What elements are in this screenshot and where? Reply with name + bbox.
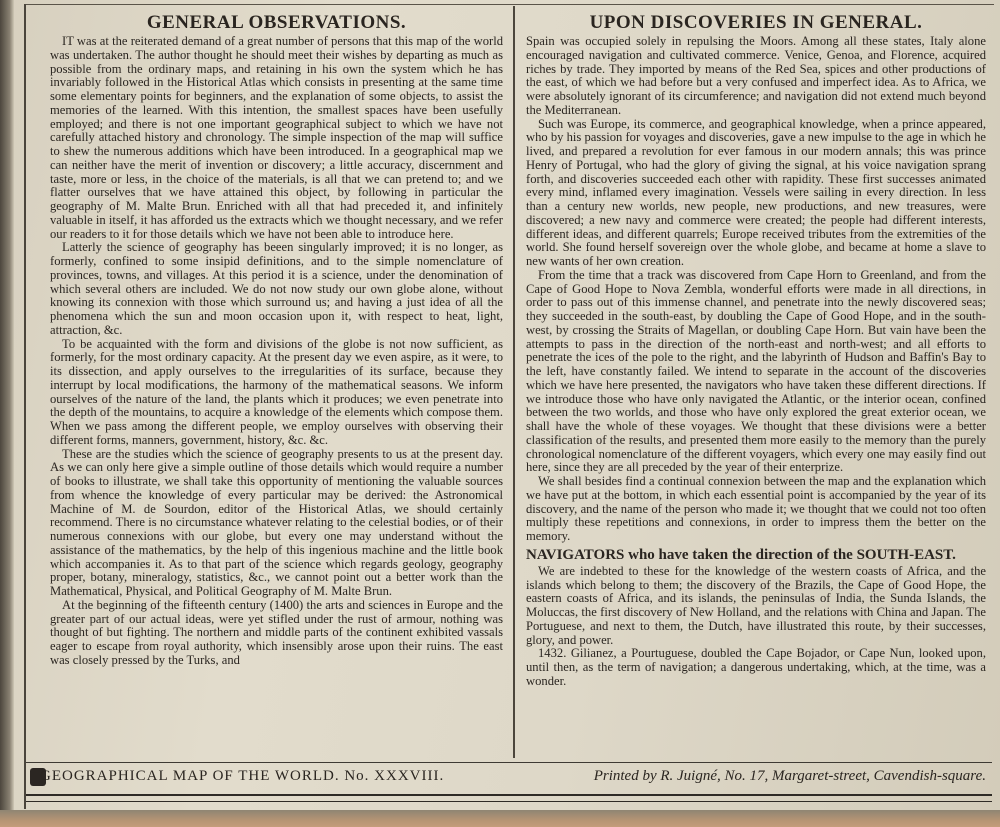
paragraph: Such was Europe, its commerce, and geographical knowledge, when a prince appeared, who by his passion for voyages and discoveries, gave a new impulse to the age in which he lived, and prepared a revolution for ever famous in our modern annals; this was prince Henry of Portugal, who had the glory of giving the signal, at his voice navigation sprang forth, and discoveries succeeded each other with rapidity. These first successes animated every mind, inflamed every imagination. Vessels were sailing in every direction. In less than a century new worlds, new people, new productions, and new treasures, were discovered; a new navy and commerce were created; the people had different interests, different ideas, and different quarrels; Europe received tributes from the extremities of the world. She found herself sovereign over the whole globe, and became at home a slave to new wants of her own creation.	[526, 116, 986, 268]
paragraph: 1432. Gilianez, a Pourtuguese, doubled the Cape Bojador, or Cape Nun, looked upon, until then, as the term of navigation; a dangerous undertaking, which, at the time, was a wonder.	[526, 646, 986, 688]
top-rule	[24, 4, 994, 5]
footer-double-rule	[26, 794, 992, 802]
paragraph: Latterly the science of geography has beeen singularly improved; it is no longer, as formerly, confined to some insipid definitions, and to the simple nomenclature of provinces, towns, and villages. At this period it is a science, under the denomination of which several others are included. We do not now study our own globe alone, without knowing its connexion with those which surround us; and having a just idea of all the phenomena which the sun and moon occasion upon it, with respect to heat, light, attraction, &c.	[50, 240, 503, 337]
printer-imprint: Printed by R. Juigné, No. 17, Margaret-street, Cavendish-square.	[593, 767, 986, 784]
page-bottom-edge	[0, 810, 1000, 827]
column-divider	[513, 6, 515, 758]
paragraph: IT was at the reiterated demand of a great number of persons that this map of the world was undertaken. The author thought he should meet their wishes by departing as much as possible from the ordinary maps, and retaining in his own the system which he has invariably followed in the Historical Atlas which consists in presenting at the same time some elementary points for beginners, and the explanation of some objects, to assist the memories of the learned. With this intention, the smallest spaces have been usefully employed; and there is not one important geographical subject to which we have not carefully attached history and chronology. The simple inspection of the map will suffice to shew the numerous additions which have been introduced. In a geographical map we can neither have the merit of invention or discovery; a little accuracy, discernment and taste, more or less, in the choice of the materials, is all that we can pretend to; and we flatter ourselves that we have attained this object, by following in particular the geography of M. Malte Brun. Enriched with all that had preceded it, and infinitely valuable in itself, it has afforded us the extracts which we thought necessary, and we refer our readers to it for those details which we have not been able to introduce here.	[50, 34, 503, 241]
left-rule	[24, 4, 26, 809]
paragraph: We shall besides find a continual connexion between the map and the explanation which we have put at the bottom, in which each essential point is accompanied by the year of its discovery, and the name of the person who made it; we thought that we could not too often multiply these repetitions and connexions, in order to impress them the better on the memory.	[526, 474, 986, 543]
paragraph: These are the studies which the science of geography presents to us at the present day. As we can only here give a simple outline of those details which would require a number of books to illustrate, we shall take this opportunity of mentioning the valuable sources from whence the knowledge of every particular may be derived: the Astronomical Machine of M. de Sourdon, editor of the Historical Atlas, we should certainly recommend. There is no circumstance whatever relating to the celestial bodies, or of their numerous connexions with our globe, but every one may understand without the assistance of the mathematics, by the help of this ingenious machine and the little book which accompanies it. As to that part of the science which regards geology, geography proper, botany, mineralogy, statistics, &c., we cannot point out a better work than the Mathematical, Physical, and Political Geography of M. Malte Brun.	[50, 446, 503, 598]
paragraph: Spain was occupied solely in repulsing the Moors. Among all these states, Italy alone encouraged navigation and cultivated commerce. Venice, Genoa, and Florence, acquired riches by trade. They imported by means of the Red Sea, spices and other productions of the east, of which we had before but a very confused and imperfect idea. As to Africa, we were absolutely ignorant of its circumference; and navigation did not extend much beyond the Mediterranean.	[526, 34, 986, 117]
left-heading: GENERAL OBSERVATIONS.	[146, 12, 407, 33]
left-column	[50, 12, 503, 668]
paragraph: From the time that a track was discovered from Cape Horn to Greenland, and from the Cape of Good Hope to Nova Zembla, wonderful efforts were made in all directions, in order to pass out of this immense channel, and penetrate into the newly discovered seas; they succeeded in the south-east, by doubling the Cape of Good Hope, and in the south-west, by crossing the Straits of Magellan, or doubling Cape Horn. But vain have been the attempts to pass in the direction of the north-east and north-west; and all efforts to penetrate the ices of the pole to the right, and the labyrinth of Hudson and Baffin's Bay to the left, have constantly failed. We intend to separate in the account of the discoveries which we have here presented, the navigators who have taken these different directions. If we introduce those who have only navigated the Atlantic, or the interior ocean, confined between the two worlds, and those who have only explored the great exterior ocean, we shall have the whole of these voyages. We thought that these divisions were a better classification of the results, and presented them more easily to the memory than the purely chronological nomenclature of the different voyagers, which every one may easily find out here, since they are all preceded by the year of their enterprize.	[526, 267, 986, 475]
map-title: GEOGRAPHICAL MAP OF THE WORLD. No. XXXVIII.	[40, 767, 445, 784]
page-edge-shadow	[0, 0, 14, 827]
footer-top-rule	[26, 762, 992, 763]
footer	[40, 765, 986, 787]
paragraph: At the beginning of the fifteenth century (1400) the arts and sciences in Europe and the greater part of our actual ideas, were yet stifled under the rust of armour, nothing was thought of but fighting. The northern and middle parts of the continent exhibited vassals eager to escape from royal authority, which insensibly arose upon their ruins. The east was closely pressed by the Turks, and	[50, 597, 503, 667]
paragraph: To be acquainted with the form and divisions of the globe is not now sufficient, as formerly, for the most ordinary capacity. At the present day we even aspire, as it were, to its dissection, and apply ourselves to the irregularities of its surface, because they interrupt by local modifications, the harmony of the mathematical seasons. We inform ourselves of the nature of the land, the plants which it produces; we even penetrate into the depth of the mountains, to acquire a knowledge of the elements which compose them. When we pass among the different people, we employ ourselves with observing their different forms, manners, government, history, &c. &c.	[50, 336, 503, 447]
right-column	[526, 12, 986, 689]
right-heading: UPON DISCOVERIES IN GENERAL.	[589, 12, 923, 33]
navigators-subheading: NAVIGATORS who have taken the direction of the SOUTH-EAST.	[526, 546, 956, 563]
paragraph: We are indebted to these for the knowledge of the western coasts of Africa, and the islands which belong to them; the discovery of the Brazils, the Cape of Good Hope, the eastern coasts of Africa, and its islands, the peninsulas of India, the Sunda Islands, the Moluccas, the first discovery of New Holland, and the relations with China and Japan. The Portuguese, and next to them, the Dutch, have illustrated this route, by their successes, glory, and power.	[526, 563, 986, 647]
